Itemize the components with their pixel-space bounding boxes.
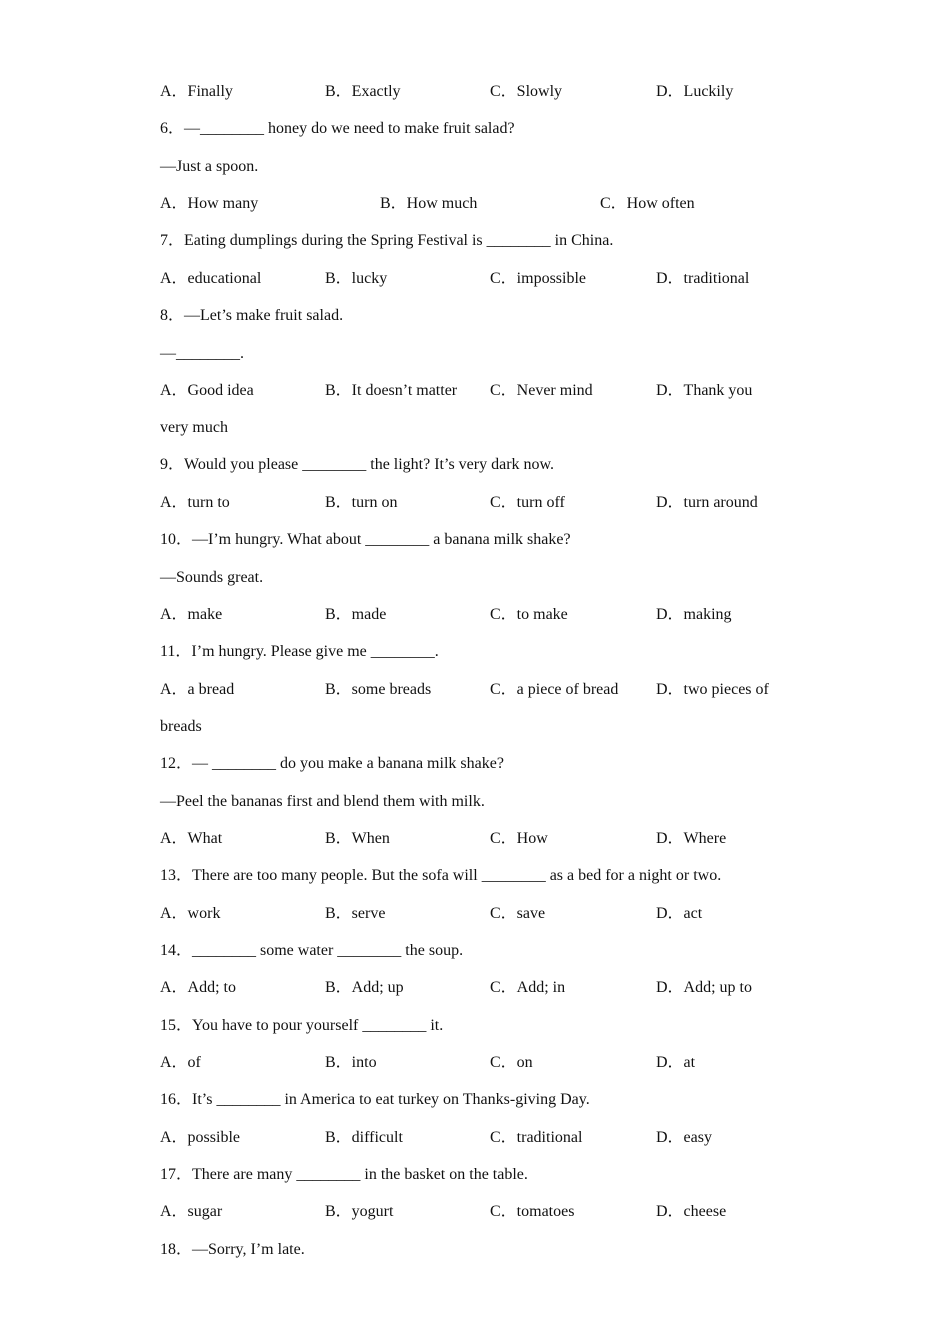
question-line: 10．—I’m hungry. What about ________ a banana milk shake? bbox=[160, 531, 571, 548]
question-line: 13．There are too many people. But the sofa will ________ as a bed for a night or two. bbox=[160, 867, 722, 884]
question-line: —________. bbox=[160, 345, 244, 362]
answer-option: C．traditional bbox=[490, 1129, 583, 1146]
question-line: 7．Eating dumplings during the Spring Festival is ________ in China. bbox=[160, 232, 614, 249]
answer-option: D．traditional bbox=[656, 270, 750, 287]
answer-option: A．Add; to bbox=[160, 979, 237, 996]
answer-option: C．tomatoes bbox=[490, 1203, 575, 1220]
answer-option: A．Good idea bbox=[160, 382, 254, 399]
answer-option: A．of bbox=[160, 1054, 201, 1071]
answer-option: D．at bbox=[656, 1054, 696, 1071]
answer-option: A．Finally bbox=[160, 83, 233, 100]
answer-option: B．It doesn’t matter bbox=[325, 382, 458, 399]
answer-option: B．lucky bbox=[325, 270, 388, 287]
question-line: 6．—________ honey do we need to make fruit salad? bbox=[160, 120, 515, 137]
question-line: 8．—Let’s make fruit salad. bbox=[160, 307, 344, 324]
question-line: 17．There are many ________ in the basket on the table. bbox=[160, 1166, 528, 1183]
answer-option: C．impossible bbox=[490, 270, 587, 287]
answer-option: C．Add; in bbox=[490, 979, 566, 996]
answer-option: B．some breads bbox=[325, 681, 432, 698]
question-line: 14．________ some water ________ the soup. bbox=[160, 942, 464, 959]
answer-option: C．Never mind bbox=[490, 382, 593, 399]
question-line: breads bbox=[160, 718, 202, 735]
answer-option: A．What bbox=[160, 830, 223, 847]
answer-option: B．yogurt bbox=[325, 1203, 394, 1220]
answer-option: B．When bbox=[325, 830, 390, 847]
answer-option: C．to make bbox=[490, 606, 568, 623]
question-line: 12．— ________ do you make a banana milk shake? bbox=[160, 755, 504, 772]
answer-option: D．Where bbox=[656, 830, 727, 847]
answer-option: D．two pieces of bbox=[656, 681, 769, 698]
question-line: 11．I’m hungry. Please give me ________. bbox=[160, 643, 439, 660]
answer-option: B．Exactly bbox=[325, 83, 401, 100]
answer-option: B．into bbox=[325, 1054, 377, 1071]
question-line: —Peel the bananas first and blend them with milk. bbox=[160, 793, 485, 810]
answer-option: D．Luckily bbox=[656, 83, 734, 100]
answer-option: C．on bbox=[490, 1054, 533, 1071]
answer-option: B．serve bbox=[325, 905, 386, 922]
answer-option: D．Add; up to bbox=[656, 979, 753, 996]
answer-option: C．How often bbox=[600, 195, 695, 212]
question-line: —Sounds great. bbox=[160, 569, 264, 586]
answer-option: D．turn around bbox=[656, 494, 758, 511]
answer-option: D．cheese bbox=[656, 1203, 727, 1220]
answer-option: B．turn on bbox=[325, 494, 398, 511]
answer-option: C．turn off bbox=[490, 494, 565, 511]
answer-option: C．How bbox=[490, 830, 548, 847]
question-line: 9．Would you please ________ the light? It’s very dark now. bbox=[160, 456, 555, 473]
answer-option: A．a bread bbox=[160, 681, 235, 698]
answer-option: D．Thank you bbox=[656, 382, 753, 399]
answer-option: A．turn to bbox=[160, 494, 230, 511]
question-line: —Just a spoon. bbox=[160, 158, 259, 175]
question-line: 16．It’s ________ in America to eat turkey on Thanks-giving Day. bbox=[160, 1091, 590, 1108]
answer-option: A．sugar bbox=[160, 1203, 223, 1220]
answer-option: A．work bbox=[160, 905, 221, 922]
question-line: 15．You have to pour yourself ________ it. bbox=[160, 1017, 444, 1034]
answer-option: C．save bbox=[490, 905, 546, 922]
answer-option: A．make bbox=[160, 606, 223, 623]
answer-option: D．making bbox=[656, 606, 732, 623]
answer-option: A．possible bbox=[160, 1129, 241, 1146]
answer-option: D．easy bbox=[656, 1129, 712, 1146]
answer-option: B．How much bbox=[380, 195, 478, 212]
answer-option: A．How many bbox=[160, 195, 259, 212]
answer-option: B．Add; up bbox=[325, 979, 404, 996]
answer-option: B．difficult bbox=[325, 1129, 403, 1146]
question-line: very much bbox=[160, 419, 228, 436]
answer-option: C．Slowly bbox=[490, 83, 563, 100]
answer-option: B．made bbox=[325, 606, 387, 623]
answer-option: D．act bbox=[656, 905, 703, 922]
question-line: 18．—Sorry, I’m late. bbox=[160, 1241, 305, 1258]
answer-option: A．educational bbox=[160, 270, 262, 287]
answer-option: C．a piece of bread bbox=[490, 681, 619, 698]
